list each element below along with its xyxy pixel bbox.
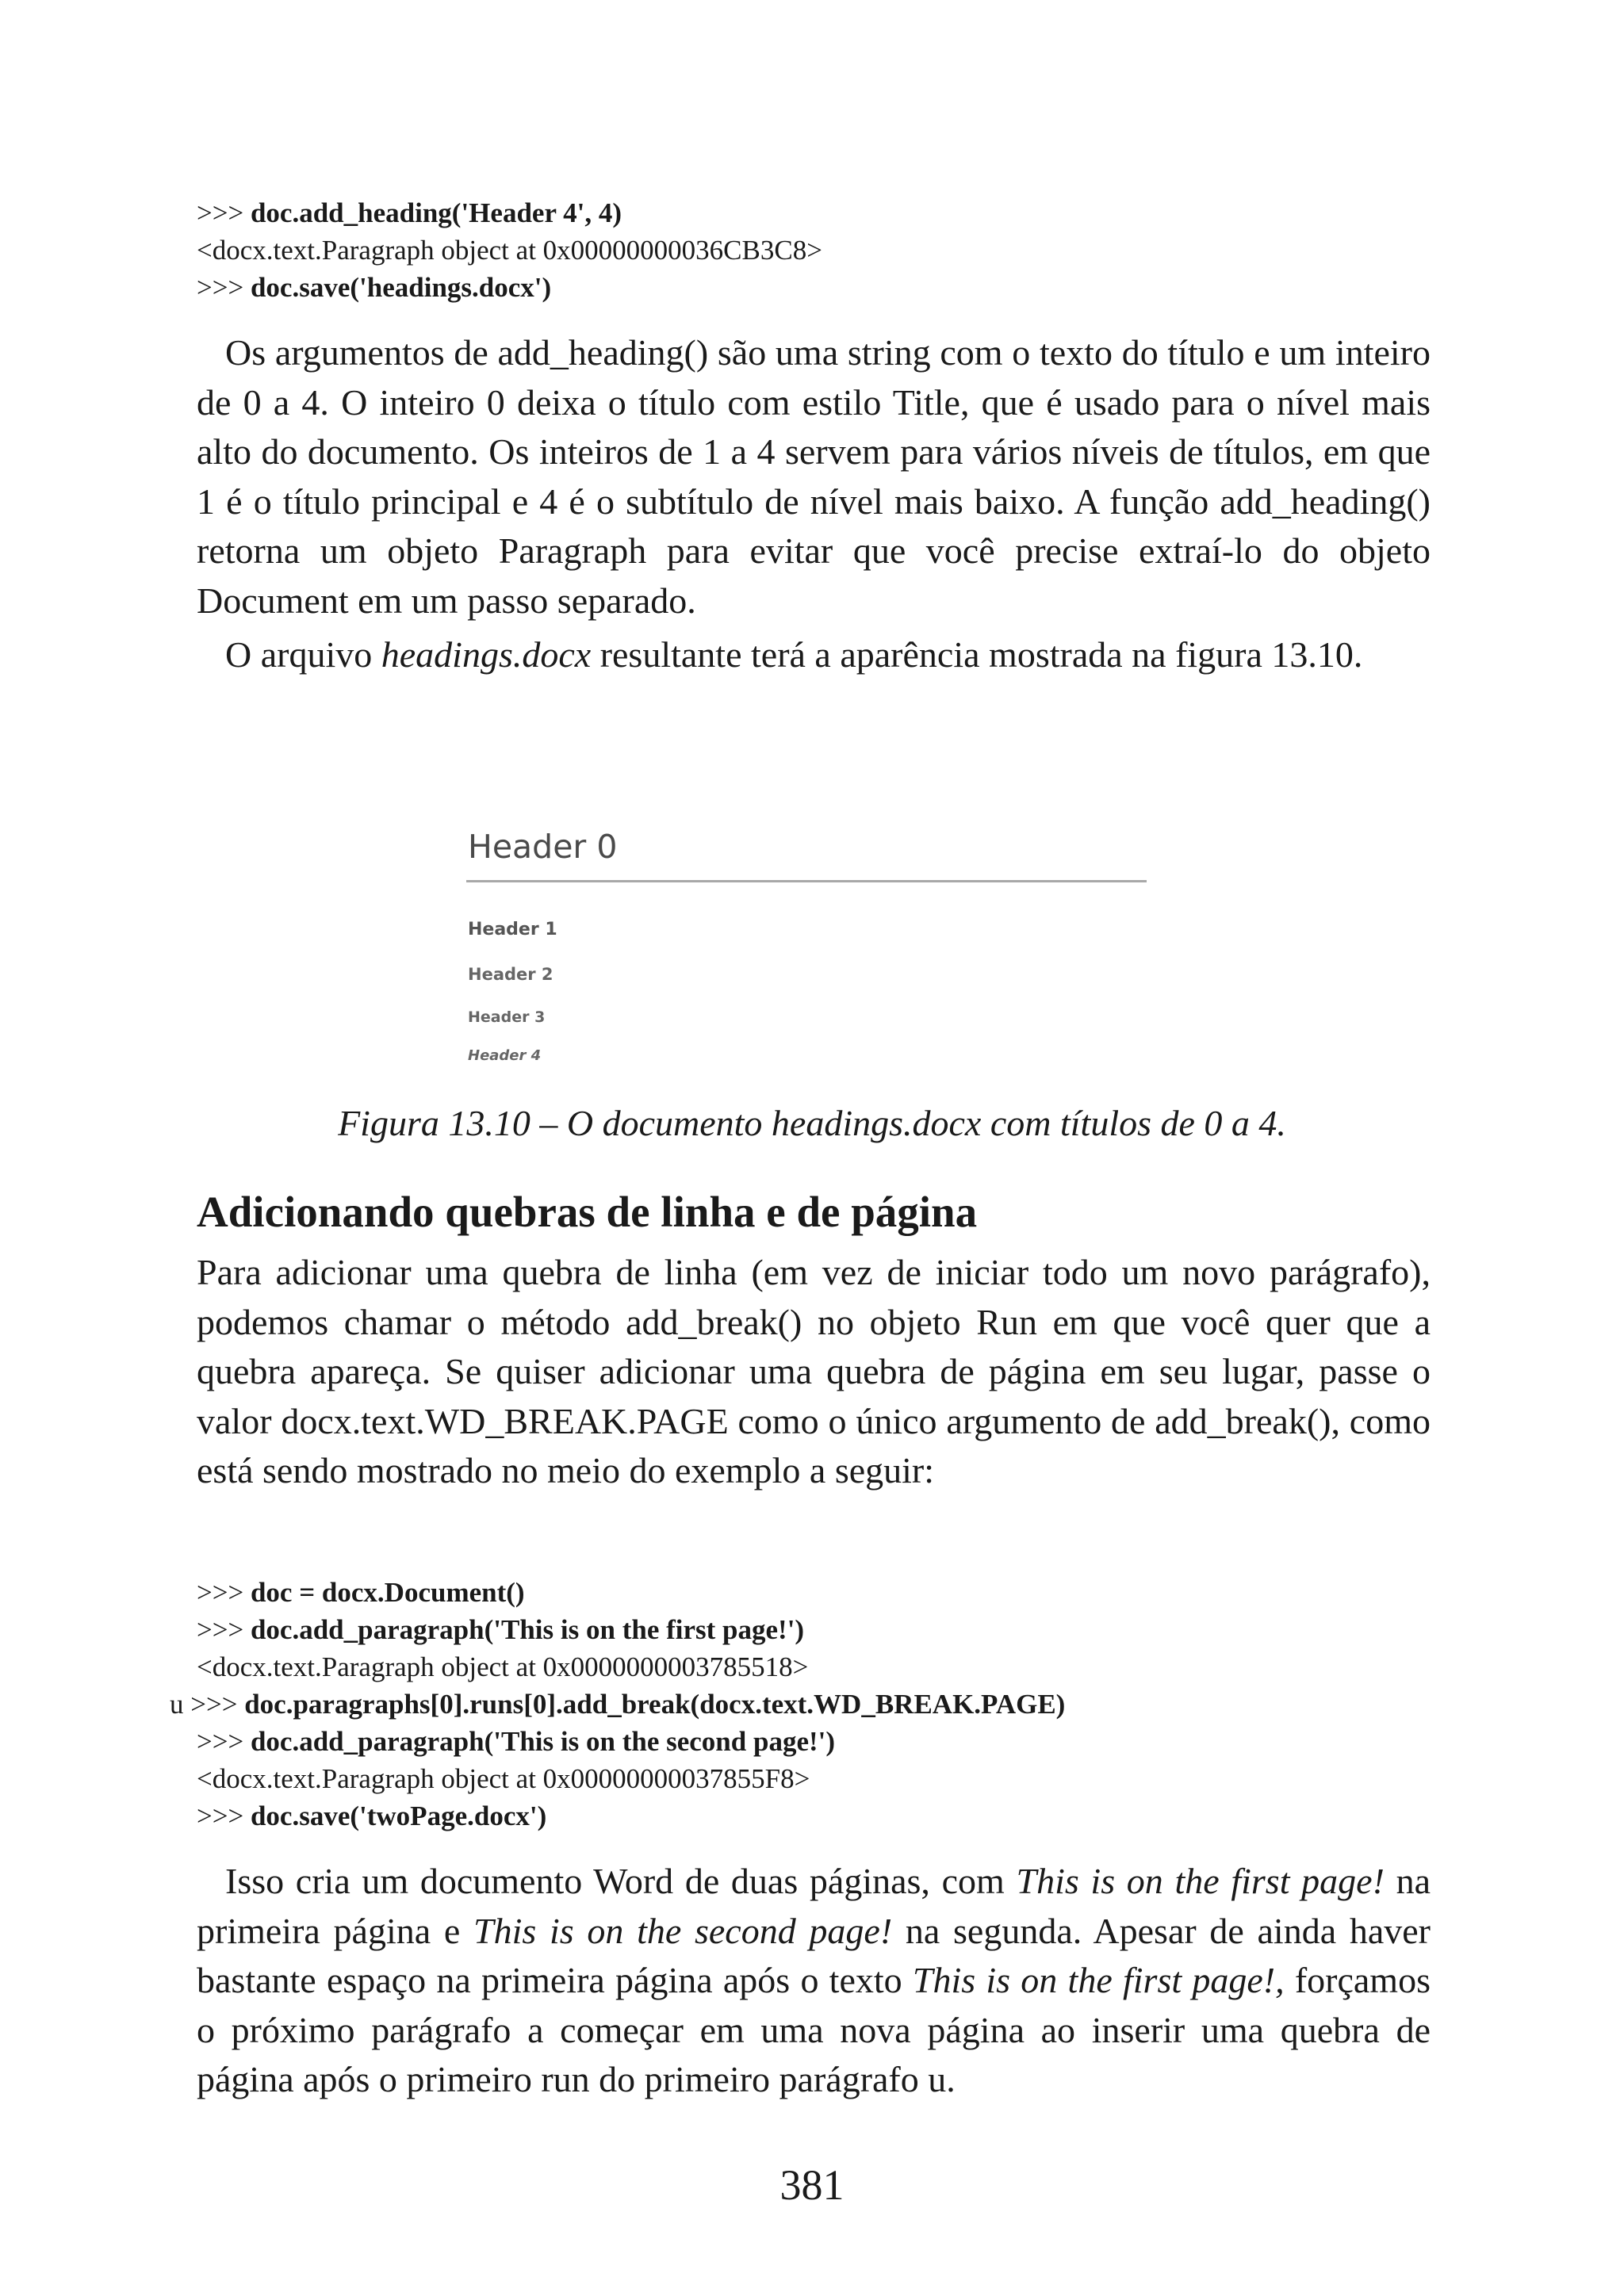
- code-prompt: >>>: [197, 272, 251, 303]
- code-line: [197, 1611, 1434, 1648]
- figure-header-2: Header 2: [468, 965, 553, 984]
- italic-filename: headings.docx: [381, 634, 592, 675]
- code-command: doc.add_heading('Header 4', 4): [250, 197, 622, 228]
- page-number: 381: [779, 2161, 845, 2209]
- callout-marker: u: [170, 1689, 191, 1720]
- text-run: forçamos o próximo parágrafo a começar em uma nova página ao inserir uma quebra de página após o primeiro run do primeiro parágrafo u.: [197, 1960, 1431, 2099]
- body-paragraph: [197, 1857, 1431, 2105]
- code-block-bottom: [170, 1574, 1434, 1835]
- text-run: resultante terá a aparência mostrada na figura 13.10.: [591, 634, 1363, 675]
- text-run: Isso cria um documento Word de duas páginas, com: [225, 1861, 1017, 1901]
- code-prompt: >>>: [190, 1689, 245, 1720]
- code-command: doc.add_paragraph('This is on the first page!'): [250, 1614, 805, 1645]
- code-prompt: >>>: [197, 1726, 251, 1757]
- figure-header-3: Header 3: [468, 1008, 546, 1026]
- code-output-line: <docx.text.Paragraph object at 0x00000000037855F8>: [197, 1763, 810, 1794]
- code-command: doc.paragraphs[0].runs[0].add_break(docx.text.WD_BREAK.PAGE): [244, 1689, 1066, 1720]
- figure-caption: Figura 13.10 – O documento headings.docx com títulos de 0 a 4.: [338, 1103, 1286, 1143]
- code-line-marked: [170, 1686, 1434, 1723]
- body-paragraph: [197, 630, 1431, 680]
- text-run: O arquivo: [225, 634, 381, 675]
- section-heading: Adicionando quebras de linha e de página: [197, 1188, 978, 1236]
- figure-title-rule: [466, 880, 1147, 882]
- italic-run: This is on the first page!,: [912, 1960, 1285, 2000]
- code-output-line: <docx.text.Paragraph object at 0x00000000036CB3C8>: [197, 235, 822, 266]
- figure-header-1: Header 1: [468, 920, 557, 939]
- code-command: doc.save('headings.docx'): [250, 272, 552, 303]
- code-line: [197, 194, 1434, 232]
- italic-run: This is on the second page!: [473, 1910, 893, 1951]
- code-command: doc = docx.Document(): [250, 1577, 525, 1608]
- code-prompt: >>>: [197, 1800, 251, 1831]
- code-command: doc.save('twoPage.docx'): [250, 1800, 547, 1831]
- body-paragraph: Os argumentos de add_heading() são uma string com o texto do título e um inteiro de 0 a 4. O inteiro 0 deixa o título com estilo Title, que é usado para o nível mais alto do documento. Os inteiros de 1 a 4 servem para vários níveis de títulos, em que 1 é o título principal e 4 é o subtítulo de nível mais baixo. A função add_heading() retorna um objeto Paragraph para evitar que você precise extraí-lo do objeto Document em um passo separado.: [197, 332, 1431, 621]
- code-line: [197, 269, 1434, 306]
- code-line: [197, 1797, 1434, 1835]
- body-paragraph: Para adicionar uma quebra de linha (em vez de iniciar todo um novo parágrafo), podemos chamar o método add_break() no objeto Run em que você quer que a quebra apareça. Se quiser adicionar uma quebra de página em seu lugar, passe o valor docx.text.WD_BREAK.PAGE como o único argumento de add_break(), como está sendo mostrado no meio do exemplo a seguir:: [197, 1252, 1431, 1490]
- code-output-line: <docx.text.Paragraph object at 0x0000000003785518>: [197, 1651, 809, 1682]
- figure-header-4: Header 4: [468, 1047, 542, 1064]
- code-line: [197, 1574, 1434, 1611]
- figure-header-0: Header 0: [468, 828, 618, 866]
- figure-headings-screenshot: [466, 817, 1148, 1078]
- code-block-top: [197, 194, 1434, 306]
- text-run: na primeira página e: [197, 1861, 1431, 1951]
- text-run: na segunda. Apesar de ainda haver bastante espaço na primeira página após o texto: [197, 1910, 1431, 2000]
- code-prompt: >>>: [197, 197, 251, 228]
- code-prompt: >>>: [197, 1614, 251, 1645]
- code-prompt: >>>: [197, 1577, 251, 1608]
- italic-run: This is on the first page!: [1016, 1861, 1385, 1901]
- code-command: doc.add_paragraph('This is on the second page!'): [250, 1726, 836, 1757]
- code-line: [197, 1723, 1434, 1760]
